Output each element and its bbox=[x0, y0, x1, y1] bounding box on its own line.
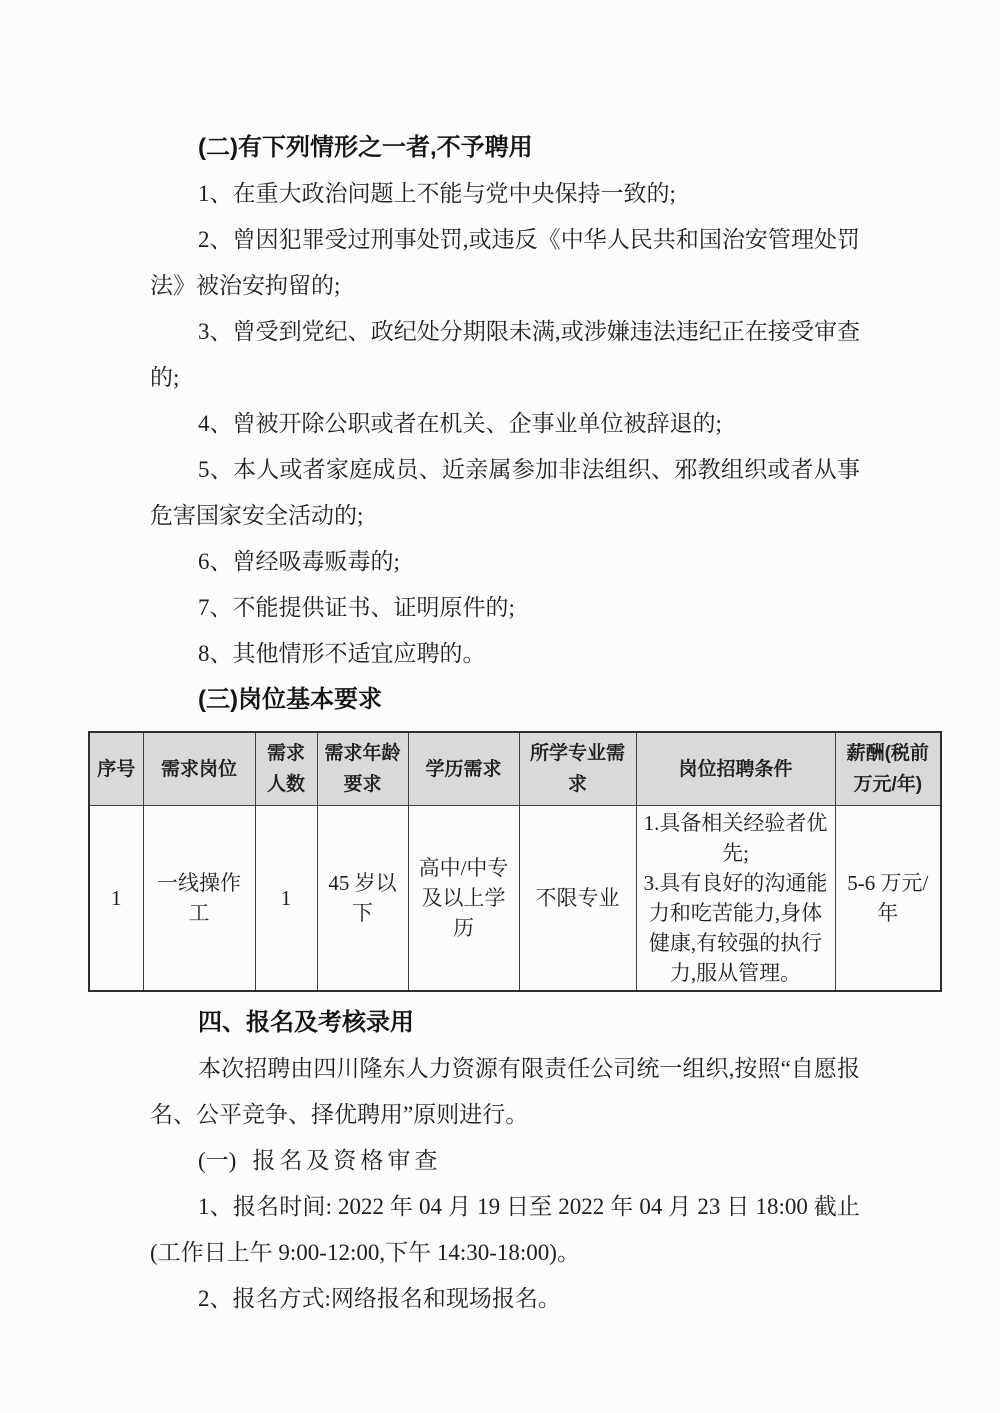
table-header-row bbox=[89, 732, 941, 806]
disqualify-item-4: 4、曾被开除公职或者在机关、企事业单位被辞退的; bbox=[198, 411, 722, 436]
table-row bbox=[89, 806, 941, 992]
section4-intro: 本次招聘由四川隆东人力资源有限责任公司统一组织,按照“自愿报名、公平竞争、择优聘用”原则进行。 bbox=[150, 1056, 860, 1127]
header-cell-conditions: 岗位招聘条件 bbox=[636, 732, 835, 806]
cell-salary: 5-6 万元/年 bbox=[835, 806, 941, 992]
disqualify-item-2: 2、曾因犯罪受过刑事处罚,或违反《中华人民共和国治安管理处罚法》被治安拘留的; bbox=[150, 227, 860, 298]
cell-post: 一线操作工 bbox=[143, 806, 255, 992]
cell-education: 高中/中专及以上学历 bbox=[408, 806, 519, 992]
header-cell-education: 学历需求 bbox=[408, 732, 519, 806]
section3-heading: (三)岗位基本要求 bbox=[198, 686, 382, 713]
cell-age: 45 岁以下 bbox=[317, 806, 408, 992]
disqualify-item-1: 1、在重大政治问题上不能与党中央保持一致的; bbox=[198, 181, 676, 206]
condition-line-1: 1.具备相关经验者优先; bbox=[643, 811, 828, 865]
disqualify-item-6: 6、曾经吸毒贩毒的; bbox=[198, 549, 400, 574]
sub1-number: (一) bbox=[198, 1148, 237, 1173]
section4-heading: 四、报名及考核录用 bbox=[198, 1009, 414, 1036]
cell-major: 不限专业 bbox=[519, 806, 636, 992]
cell-conditions bbox=[636, 806, 835, 992]
sub1-heading bbox=[150, 1138, 860, 1184]
header-cell-age: 需求年龄要求 bbox=[317, 732, 408, 806]
disqualify-item-5: 5、本人或者家庭成员、近亲属参加非法组织、邪教组织或者从事危害国家安全活动的; bbox=[150, 457, 860, 528]
disqualify-item-8: 8、其他情形不适宜应聘的。 bbox=[198, 641, 486, 666]
header-cell-major: 所学专业需求 bbox=[519, 732, 636, 806]
header-cell-salary: 薪酬(税前万元/年) bbox=[835, 732, 941, 806]
disqualify-item-3: 3、曾受到党纪、政纪处分期限未满,或涉嫌违法违纪正在接受审查的; bbox=[150, 319, 860, 390]
requirements-table bbox=[88, 731, 942, 992]
sub1-title: 报名及资格审查 bbox=[252, 1148, 442, 1173]
disqualify-item-7: 7、不能提供证书、证明原件的; bbox=[198, 595, 515, 620]
cell-count: 1 bbox=[255, 806, 317, 992]
apply-item-1: 1、报名时间: 2022 年 04 月 19 日至 2022 年 04 月 23 日 18:00 截止(工作日上午 9:00-12:00,下午 14:30-18:00)。 bbox=[150, 1194, 860, 1265]
document-body bbox=[97, 125, 929, 1322]
apply-item-2: 2、报名方式:网络报名和现场报名。 bbox=[198, 1286, 561, 1311]
section2-heading: (二)有下列情形之一者,不予聘用 bbox=[198, 134, 533, 161]
condition-line-2: 3.具有良好的沟通能力和吃苦能力,身体健康,有较强的执行力,服从管理。 bbox=[643, 871, 828, 985]
header-cell-post: 需求岗位 bbox=[143, 732, 255, 806]
cell-no: 1 bbox=[89, 806, 143, 992]
header-cell-no: 序号 bbox=[89, 732, 143, 806]
header-cell-count: 需求人数 bbox=[255, 732, 317, 806]
